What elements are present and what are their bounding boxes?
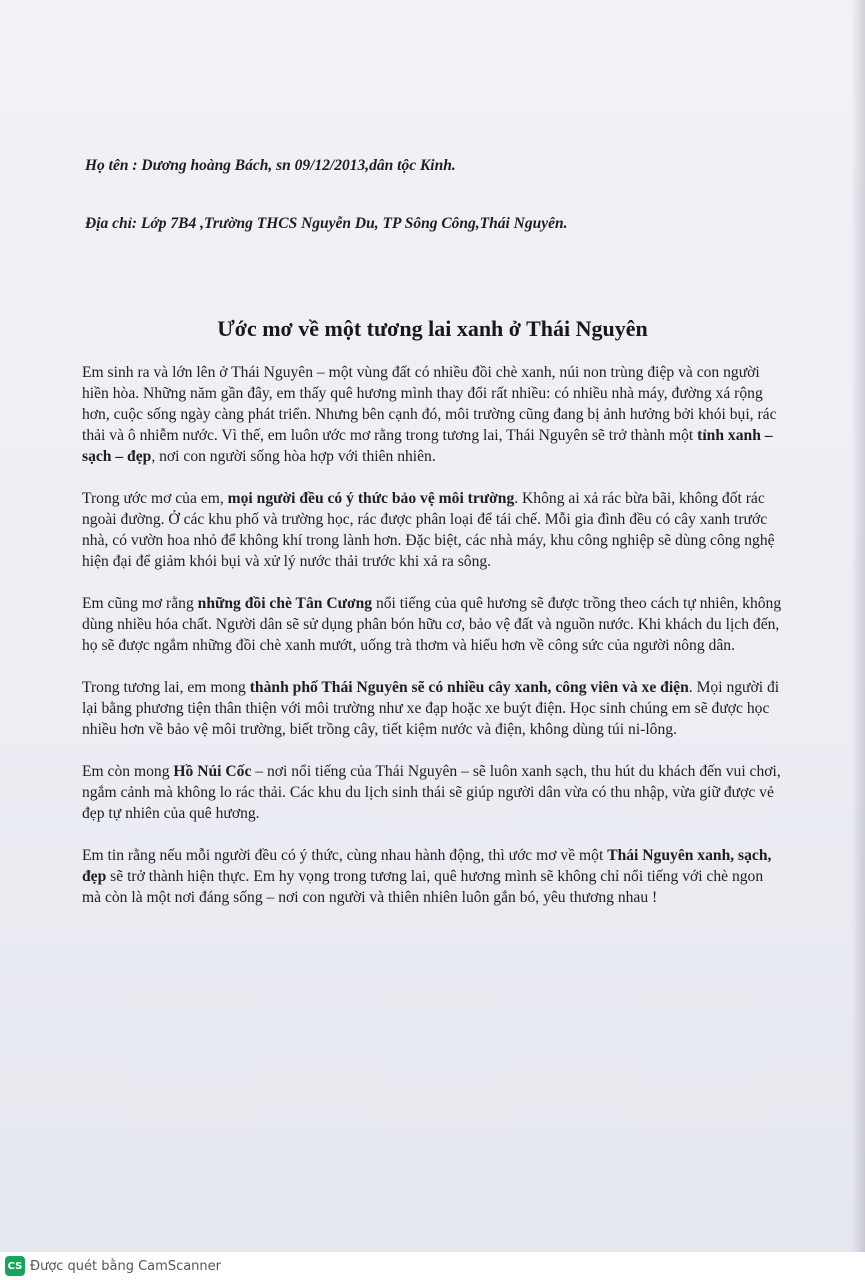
camscanner-footer <box>0 1252 865 1280</box>
paragraph-bold-text: thành phố Thái Nguyên sẽ có nhiều cây xanh, công viên và xe điện <box>249 679 689 696</box>
paragraph <box>82 593 782 656</box>
paragraph <box>82 488 782 572</box>
paragraph-text: sẽ trở thành hiện thực. Em hy vọng trong tương lai, quê hương mình sẽ không chỉ nổi tiếng với chè ngon mà còn là một nơi đáng sống – nơi con người và thiên nhiên luôn gắn bó, yêu thương nhau ! <box>82 868 764 906</box>
camscanner-logo-icon <box>5 1256 25 1276</box>
paragraph-text: Trong ước mơ của em, <box>82 490 228 507</box>
paragraph <box>82 845 782 908</box>
paragraph-text: Em cũng mơ rằng <box>82 595 198 612</box>
essay-body <box>82 362 782 929</box>
paragraph <box>82 761 782 824</box>
student-address-line: Địa chỉ: Lớp 7B4 ,Trường THCS Nguyễn Du, TP Sông Công,Thái Nguyên. <box>85 215 568 232</box>
paragraph-text: , nơi con người sống hòa hợp với thiên nhiên. <box>151 448 436 465</box>
student-name-line: Họ tên : Dương hoàng Bách, sn 09/12/2013,dân tộc Kinh. <box>85 157 456 174</box>
paragraph-text: Trong tương lai, em mong <box>82 679 250 696</box>
camscanner-watermark-text: Được quét bằng CamScanner <box>30 1258 222 1274</box>
paragraph-text: – nơi nổi tiếng của Thái Nguyên – sẽ luôn xanh sạch, thu hút du khách đến vui chơi, ngắm cảnh mà không lo rác thải. Các khu du lịch sinh thái sẽ giúp người dân vừa có thu nhập, vừa giữ được vẻ đẹp tự nhiên của quê hương. <box>82 763 781 822</box>
page-edge-shadow <box>851 0 865 1252</box>
paragraph-text: Em sinh ra và lớn lên ở Thái Nguyên – một vùng đất có nhiều đồi chè xanh, núi non trùng điệp và con người hiền hòa. Những năm gần đây, em thấy quê hương mình thay đổi rất nhiều: có nhiều nhà máy, đường xá rộng hơn, cuộc sống ngày càng phát triển. Nhưng bên cạnh đó, môi trường cũng đang bị ảnh hưởng bởi khói bụi, rác thải và ô nhiễm nước. Vì thế, em luôn ước mơ rằng trong tương lai, Thái Nguyên sẽ trở thành một <box>82 364 777 444</box>
essay-title: Ước mơ về một tương lai xanh ở Thái Nguyên <box>217 316 648 341</box>
camscanner-logo-text: CS <box>7 1260 23 1272</box>
paragraph-bold-text: những đồi chè Tân Cương <box>197 595 373 612</box>
paragraph-text: Em còn mong <box>82 763 174 780</box>
paragraph-text: . Mọi người đi lại bằng phương tiện thân thiện với môi trường như xe đạp hoặc xe buýt điện. Học sinh chúng em sẽ được học nhiều hơn về bảo vệ môi trường, biết trồng cây, tiết kiệm nước và điện, không dùng túi ni-lông. <box>82 679 780 738</box>
paragraph <box>82 362 782 467</box>
paragraph-bold-text: tỉnh xanh – sạch – đẹp <box>82 427 773 465</box>
paragraph-text: . Không ai xả rác bừa bãi, không đốt rác ngoài đường. Ở các khu phố và trường học, rác được phân loại để tái chế. Mỗi gia đình đều có cây xanh trước nhà, có vườn hoa nhỏ để không khí trong lành hơn. Đặc biệt, các nhà máy, khu công nghiệp sẽ dùng công nghệ hiện đại để giảm khói bụi và xử lý nước thải trước khi xả ra sông. <box>82 490 775 570</box>
paragraph <box>82 677 782 740</box>
paragraph-bold-text: Thái Nguyên xanh, sạch, đẹp <box>82 847 772 885</box>
paragraph-text: Em tin rằng nếu mỗi người đều có ý thức, cùng nhau hành động, thì ước mơ về một <box>82 847 608 864</box>
paragraph-bold-text: mọi người đều có ý thức bảo vệ môi trường <box>227 490 515 507</box>
paragraph-bold-text: Hồ Núi Cốc <box>173 763 252 780</box>
paragraph-text: nổi tiếng của quê hương sẽ được trồng theo cách tự nhiên, không dùng nhiều hóa chất. Người dân sẽ sử dụng phân bón hữu cơ, bảo vệ đất và nguồn nước. Khi khách du lịch đến, họ sẽ được ngắm những đồi chè xanh mướt, uống trà thơm và hiểu hơn về công sức của người nông dân. <box>82 595 782 654</box>
